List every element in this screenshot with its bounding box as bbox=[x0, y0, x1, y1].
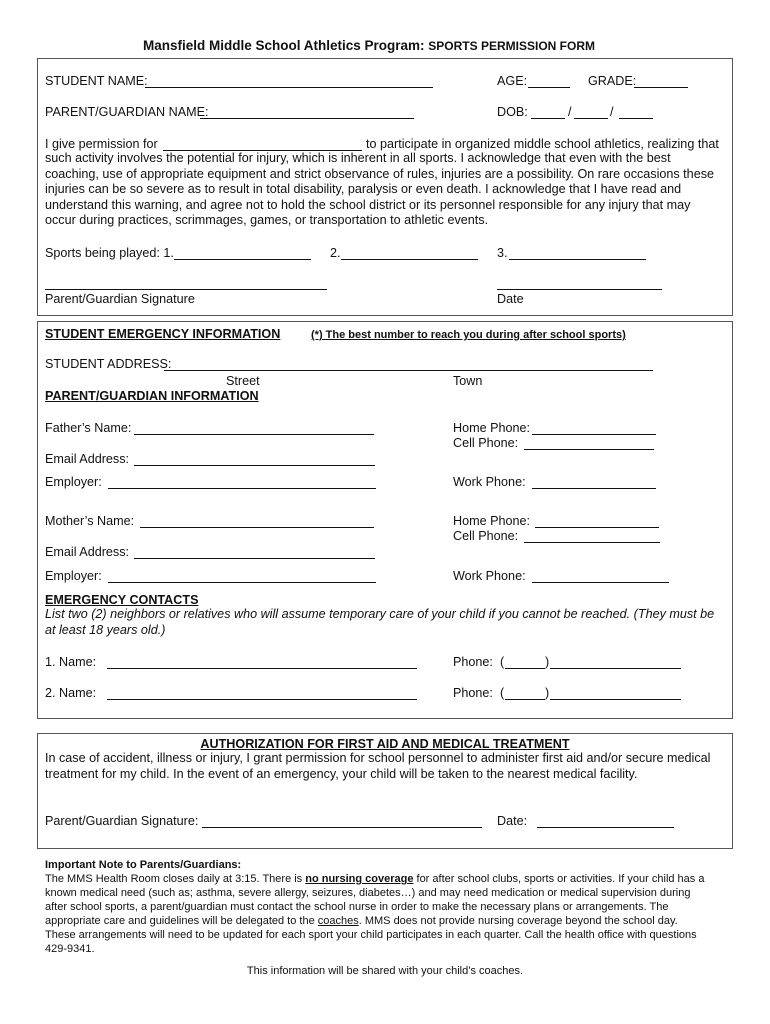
father-work-phone-label: Work Phone: bbox=[453, 475, 526, 489]
mother-work-phone-label: Work Phone: bbox=[453, 569, 526, 583]
paragraph-line: injuries can be so severe as to result in total disability, paralysis or even death. I acknowledge that I have read and bbox=[45, 182, 682, 197]
paragraph-line: such activity involves the potential for injury, which is inherent in all sports. I acknowledge that even with the best bbox=[45, 151, 671, 165]
note-line4-c: . MMS does not provide nursing coverage beyond the school day. bbox=[358, 915, 678, 927]
contact-1-label: 1. Name: bbox=[45, 655, 97, 669]
permission-suffix: to participate in organized middle school athletics, realizing that bbox=[366, 137, 719, 151]
authorization-line: treatment for my child. In the event of an emergency, your child will be taken to the nearest medical facility. bbox=[45, 766, 638, 781]
student-name-label: STUDENT NAME: bbox=[45, 74, 148, 88]
note-line: known medical need (such as; asthma, severe allergy, seizures, diabetes…) and may need medication or medical supervision during bbox=[45, 887, 691, 899]
note-line4-a: appropriate care and guidelines will be delegated to the bbox=[45, 915, 318, 927]
contact-2-paren-close: ) bbox=[545, 686, 550, 700]
contact-1-paren-open: ( bbox=[500, 655, 505, 669]
parent-signature-label: Parent/Guardian Signature bbox=[45, 292, 195, 306]
father-employer-label: Employer: bbox=[45, 475, 102, 489]
emergency-heading: STUDENT EMERGENCY INFORMATION bbox=[45, 327, 281, 341]
sport-2-label: 2. bbox=[330, 246, 341, 260]
signature-date-field[interactable] bbox=[497, 289, 662, 290]
parent-name-label: PARENT/GUARDIAN NAME: bbox=[45, 105, 209, 119]
contact-1-phone-field[interactable] bbox=[550, 668, 681, 669]
father-name-field[interactable] bbox=[134, 434, 374, 435]
instructions-line: at least 18 years old.) bbox=[45, 622, 166, 637]
note-line: These arrangements will need to be updated for each sport your child participates in each quarter. Call the health office with questions bbox=[45, 929, 697, 941]
mother-cell-phone-label: Cell Phone: bbox=[453, 529, 519, 543]
permission-paragraph bbox=[45, 151, 735, 229]
mother-employer-field[interactable] bbox=[108, 582, 376, 583]
emergency-box bbox=[37, 321, 733, 719]
contact-2-paren-open: ( bbox=[500, 686, 505, 700]
father-email-field[interactable] bbox=[134, 465, 375, 466]
paragraph-line: understand this warning, and agree not to hold the school district or its personnel responsible for any injury that may bbox=[45, 197, 691, 212]
title-main: Mansfield Middle School Athletics Program: bbox=[143, 38, 429, 53]
sport-1-field[interactable] bbox=[174, 259, 311, 260]
authorization-text bbox=[45, 751, 735, 782]
note-line bbox=[45, 914, 745, 928]
contact-1-paren-close: ) bbox=[545, 655, 550, 669]
title-form: SPORTS PERMISSION FORM bbox=[428, 39, 595, 53]
parent-signature-field[interactable] bbox=[45, 289, 327, 290]
note-line1-a: The MMS Health Room closes daily at 3:15. There is bbox=[45, 873, 306, 885]
dob-day-field[interactable] bbox=[574, 118, 608, 119]
student-address-field[interactable] bbox=[164, 370, 653, 371]
paragraph-line: occur during practices, scrimmages, games, or transportation to athletic events. bbox=[45, 213, 489, 228]
dob-month-field[interactable] bbox=[531, 118, 565, 119]
note-line bbox=[45, 872, 745, 886]
dob-year-field[interactable] bbox=[619, 118, 653, 119]
mother-name-field[interactable] bbox=[140, 527, 374, 528]
note-heading: Important Note to Parents/Guardians: bbox=[45, 859, 242, 871]
student-address-label: STUDENT ADDRESS: bbox=[45, 357, 172, 371]
contact-1-name-field[interactable] bbox=[107, 668, 417, 669]
authorization-signature-field[interactable] bbox=[202, 827, 482, 828]
father-cell-phone-label: Cell Phone: bbox=[453, 436, 519, 450]
mother-cell-phone-field[interactable] bbox=[524, 542, 660, 543]
note-line: after school sports, a parent/guardian must contact the school nurse in order to make the necessary plans or arrangements. The bbox=[45, 901, 669, 913]
contact-2-phone-label: Phone: bbox=[453, 686, 493, 700]
signature-date-label: Date bbox=[497, 292, 524, 306]
note-line1-c: for after school clubs, sports or activities. If your child has a bbox=[413, 873, 705, 885]
contact-1-area-code-field[interactable] bbox=[505, 668, 545, 669]
authorization-line: In case of accident, illness or injury, I grant permission for school personnel to administer first aid and/or secure medical bbox=[45, 751, 711, 765]
father-home-phone-field[interactable] bbox=[532, 434, 656, 435]
footer-note: This information will be shared with your child’s coaches. bbox=[246, 965, 524, 977]
father-name-label: Father’s Name: bbox=[45, 421, 132, 435]
emergency-contacts-instructions bbox=[45, 607, 735, 638]
mother-name-label: Mother’s Name: bbox=[45, 514, 135, 528]
sport-3-field[interactable] bbox=[509, 259, 646, 260]
contact-1-phone-label: Phone: bbox=[453, 655, 493, 669]
parent-info-heading: PARENT/GUARDIAN INFORMATION bbox=[45, 389, 259, 403]
age-field[interactable] bbox=[528, 87, 570, 88]
contact-2-label: 2. Name: bbox=[45, 686, 97, 700]
contact-2-area-code-field[interactable] bbox=[505, 699, 545, 700]
dob-slash-2: / bbox=[610, 105, 614, 119]
note-line: 429-9341. bbox=[45, 943, 95, 955]
father-cell-phone-field[interactable] bbox=[524, 449, 654, 450]
town-caption: Town bbox=[453, 374, 483, 388]
emergency-contacts-heading: EMERGENCY CONTACTS bbox=[45, 593, 199, 607]
father-employer-field[interactable] bbox=[108, 488, 376, 489]
age-label: AGE: bbox=[497, 74, 528, 88]
father-home-phone-label: Home Phone: bbox=[453, 421, 531, 435]
dob-label: DOB: bbox=[497, 105, 528, 119]
emergency-note: (*) The best number to reach you during after school sports) bbox=[311, 329, 626, 341]
mother-work-phone-field[interactable] bbox=[532, 582, 669, 583]
sport-3-label: 3. bbox=[497, 246, 508, 260]
father-email-label: Email Address: bbox=[45, 452, 129, 466]
dob-slash-1: / bbox=[568, 105, 572, 119]
coaches-text: coaches bbox=[317, 915, 359, 927]
grade-field[interactable] bbox=[634, 87, 688, 88]
authorization-heading: AUTHORIZATION FOR FIRST AID AND MEDICAL TREATMENT bbox=[200, 737, 570, 751]
father-work-phone-field[interactable] bbox=[532, 488, 656, 489]
authorization-date-label: Date: bbox=[497, 814, 528, 828]
mother-home-phone-label: Home Phone: bbox=[453, 514, 531, 528]
contact-2-phone-field[interactable] bbox=[550, 699, 681, 700]
authorization-signature-label: Parent/Guardian Signature: bbox=[45, 814, 199, 828]
page-title bbox=[143, 39, 595, 53]
mother-employer-label: Employer: bbox=[45, 569, 102, 583]
paragraph-line: coaching, use of appropriate equipment and strict observance of rules, injuries are a possibility. On rare occasions these bbox=[45, 166, 714, 181]
parent-name-field[interactable] bbox=[200, 118, 414, 119]
permission-prefix: I give permission for bbox=[45, 137, 158, 151]
sport-2-field[interactable] bbox=[341, 259, 478, 260]
contact-2-name-field[interactable] bbox=[107, 699, 417, 700]
instructions-line: List two (2) neighbors or relatives who will assume temporary care of your child if you cannot be reached. (They must be bbox=[45, 607, 715, 621]
sports-label: Sports being played: 1. bbox=[45, 246, 174, 260]
mother-home-phone-field[interactable] bbox=[535, 527, 659, 528]
authorization-date-field[interactable] bbox=[537, 827, 674, 828]
street-caption: Street bbox=[226, 374, 260, 388]
mother-email-field[interactable] bbox=[134, 558, 375, 559]
note-body bbox=[45, 872, 745, 956]
mother-email-label: Email Address: bbox=[45, 545, 129, 559]
no-nursing-coverage-text: no nursing coverage bbox=[305, 873, 414, 885]
grade-label: GRADE: bbox=[588, 74, 637, 88]
student-name-field[interactable] bbox=[145, 87, 433, 88]
